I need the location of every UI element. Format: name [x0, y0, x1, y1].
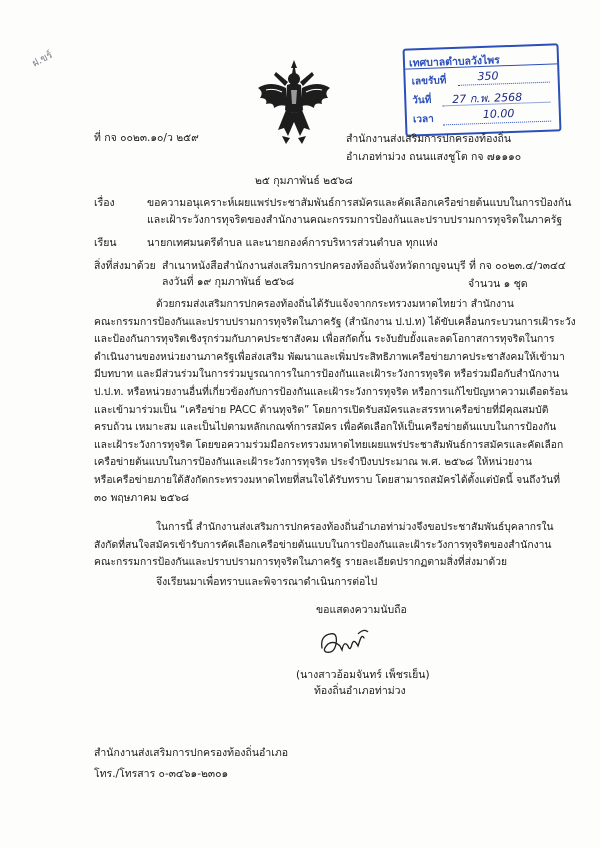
subject-line-2: และเฝ้าระวังการทุจริตของสำนักงานคณะกรรมการป้องกันและปราบปรามการทุจริตในภาครัฐ	[147, 214, 563, 226]
stamp-receive-no: 350	[477, 69, 499, 84]
stamp-receive-no-label: เลขรับที่	[411, 75, 447, 88]
subject-line-1: ขอความอนุเคราะห์เผยแพร่ประชาสัมพันธ์การสมัครและคัดเลือกเครือข่ายต้นแบบในการป้องกัน	[147, 197, 572, 209]
body-paragraph-1	[94, 296, 576, 507]
signer-name: (นางสาวอ้อมจันทร์ เพ็ชรเย็น)	[296, 669, 430, 681]
paragraph-line: ป.ป.ท. หรือหน่วยงานอื่นที่เกี่ยวข้องกับการป้องกันและเฝ้าระวังการทุจริต หรือการแก้ไขปัญหาความเดือดร้อน	[94, 385, 568, 398]
paragraph-line: มีบทบาท และมีส่วนร่วมในการร่วมบูรณาการในการป้องกันและเฝ้าระวังการทุจริต หรือร่วมมือกับสำนักงาน	[94, 368, 560, 381]
stamp-time: 10.00	[482, 106, 515, 121]
paragraph-line: ด้วยกรมส่งเสริมการปกครองท้องถิ่นได้รับแจ้งจากกระทรวงมหาดไทยว่า สำนักงาน	[156, 298, 514, 310]
stamp-date-label: วันที่	[412, 94, 432, 107]
closing-request: จึงเรียนมาเพื่อทราบและพิจารณาดำเนินการต่อไป	[156, 576, 378, 588]
document-number: ที่ กจ ๐๐๒๓.๑๐/ว ๒๕๙	[94, 132, 199, 144]
paragraph-line: และป้องกันการทุจริตเชิงรุกร่วมกับภาคประชาสังคม เพื่อสกัดกั้น ระงับยับยั้งและลดโอกาสการทุจริตในการ	[94, 333, 555, 346]
paragraph-line: ในการนี้ สำนักงานส่งเสริมการปกครองท้องถิ่นอำเภอท่าม่วงจึงขอประชาสัมพันธ์บุคลากรใน	[156, 521, 554, 533]
receive-stamp	[403, 43, 562, 136]
attachment-count: จำนวน ๑ ชุด	[468, 278, 528, 290]
document-date: ๒๕ กุมภาพันธ์ ๒๕๖๘	[255, 175, 353, 187]
paragraph-line: สังกัดที่สนใจสมัครเข้ารับการคัดเลือกเครือข่ายต้นแบบในการป้องกันและเฝ้าระวังการทุจริตของสำนักงาน	[94, 538, 552, 551]
signer-position: ท้องถิ่นอำเภอท่าม่วง	[314, 685, 406, 697]
garuda-emblem-icon	[256, 58, 332, 146]
body-paragraph-2	[94, 519, 564, 572]
paragraph-line: และเฝ้าระวังการทุจริต โดยขอความร่วมมือกระทรวงมหาดไทยเผยแพร่ประชาสัมพันธ์การสมัครและคัดเลือก	[94, 438, 564, 451]
handwritten-signature	[318, 626, 380, 660]
attachment-label: สิ่งที่ส่งมาด้วย	[94, 260, 156, 272]
footer-phone: โทร./โทรสาร ๐-๓๔๖๑-๒๓๐๑	[94, 768, 229, 780]
recipient-text: นายกเทศมนตรีตำบล และนายกองค์การบริหารส่วนตำบล ทุกแห่ง	[147, 237, 438, 249]
paragraph-line: คณะกรรมการป้องกันและปราบปรามการทุจริตในภาครัฐ (สำนักงาน ป.ป.ท) ได้ขับเคลื่อนกระบวนการเฝ้าระวัง	[94, 315, 576, 328]
subject-label: เรื่อง	[94, 197, 115, 209]
attachment-line-1: สำเนาหนังสือสำนักงานส่งเสริมการปกครองท้องถิ่นจังหวัดกาญจนบุรี ที่ กจ ๐๐๒๓.๔/ว๓๔๔	[162, 260, 566, 272]
attachment-line-2: ลงวันที่ ๑๙ กุมภาพันธ์ ๒๕๖๘	[162, 276, 295, 288]
paragraph-line: คณะกรรมการป้องกันและปราบปรามการทุจริตในภาครัฐ รายละเอียดปรากฏตามสิ่งที่ส่งมาด้วย	[94, 556, 508, 569]
sender-name: สำนักงานส่งเสริมการปกครองท้องถิ่น	[346, 133, 512, 145]
recipient-label: เรียน	[94, 237, 117, 249]
paragraph-line: ๓๐ พฤษภาคม ๒๕๖๘	[94, 491, 189, 504]
stamp-date: 27 ก.พ. 2568	[452, 90, 523, 107]
footer-office: สำนักงานส่งเสริมการปกครองท้องถิ่นอำเภอ	[94, 747, 289, 759]
stamp-office: เทศบาลตำบลวังไพร	[408, 54, 501, 70]
pencil-note: ฝ.ขร์	[30, 49, 55, 70]
sender-address: อำเภอท่าม่วง ถนนแสงชูโต กจ ๗๑๑๑๐	[346, 151, 522, 163]
paragraph-line: และเข้ามาร่วมเป็น “เครือข่าย PACC ต้านทุจริต” โดยการเปิดรับสมัครและสรรหาเครือข่ายที่มีคุณสมบัติ	[94, 403, 549, 416]
stamp-time-label: เวลา	[412, 113, 434, 126]
paragraph-line: ครบถ้วน เหมาะสม และเป็นไปตามหลักเกณฑ์การสมัคร เพื่อคัดเลือกให้เป็นเครือข่ายต้นแบบในการป้องกัน	[94, 421, 557, 434]
paragraph-line: หรือเครือข่ายภายใต้สังกัดกระทรวงมหาดไทยที่สนใจได้รับทราบ โดยสามารถสมัครได้ตั้งแต่บัดนี้ จนถึงวันที่	[94, 473, 561, 486]
salutation: ขอแสดงความนับถือ	[316, 604, 407, 616]
paragraph-line: ดำเนินงานของหน่วยงานภาครัฐเพื่อส่งเสริม พัฒนาและเพิ่มประสิทธิภาพเครือข่ายภาคประชาสังคมให้เข้ามา	[94, 350, 565, 363]
paragraph-line: เครือข่ายต้นแบบในการป้องกันและเฝ้าระวังการทุจริต ประจำปีงบประมาณ พ.ศ. ๒๕๖๘ ให้หน่วยงาน	[94, 456, 532, 469]
